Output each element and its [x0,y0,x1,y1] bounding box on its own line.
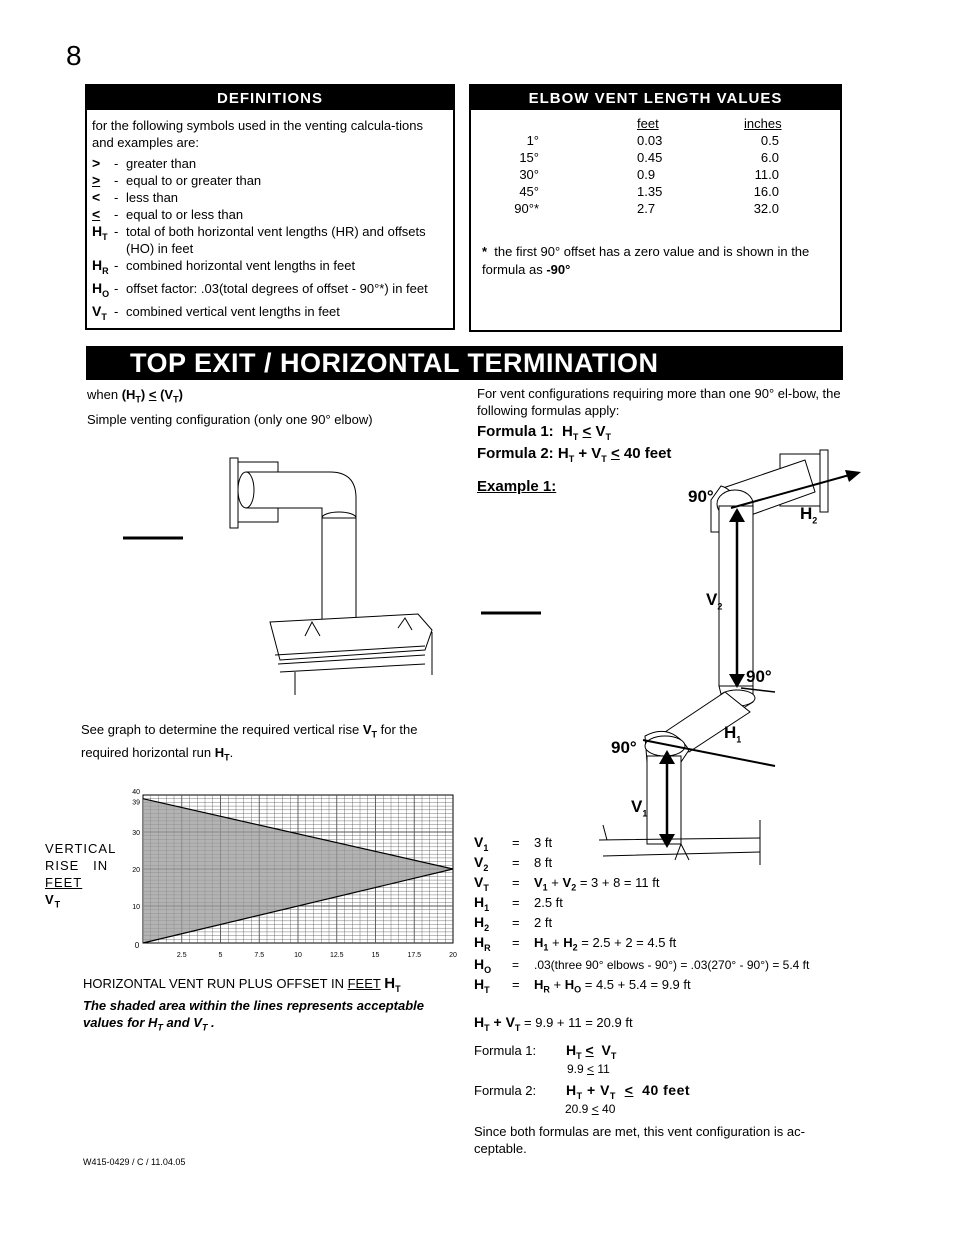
definition-symbol: $H_O$ [92,279,110,299]
chart-y-tick-label: 10 [132,904,140,911]
definition-text: offset factor: .03(total degrees of offset - 90°*) in feet [126,280,428,296]
definition-row [92,189,453,206]
y-axis-label: VERTICAL RISE IN FEET $V_T$ [45,841,116,910]
definition-dash: - [114,156,119,171]
definition-dash: - [114,303,119,319]
page-number: 8 [66,40,82,71]
definition-dash: - [114,258,119,273]
definitions-intro: for the following symbols used in the venting calcula-tions and examples are: [92,118,423,150]
x-axis-label: HORIZONTAL VENT RUN PLUS OFFSET IN FEET $H_T$ [83,975,401,994]
definition-dash: - [114,173,119,188]
elbow-cell-deg: 30° [519,167,539,182]
definitions-box [85,84,455,330]
formula-1-values: 9.9 < 11 [567,1062,610,1076]
elbow-cell-feet: 1.35 [637,184,663,199]
definitions-list [87,155,453,325]
label-v1: $V_1$ [631,797,648,819]
elbow-values-box [469,84,842,332]
simple-config-text: Simple venting configuration (only one 90° elbow) [87,412,373,427]
elbow-cell-deg: 90°* [514,201,539,216]
definition-text: equal to or greater than [126,173,262,188]
chart-x-tick-label: 0 [134,941,140,950]
elbow-cell-inches: 0.5 [760,133,779,148]
elbow-cell-inches: 11.0 [754,167,779,182]
chart-y-tick-label: 40 [132,789,140,796]
elbow-cell-deg: 15° [519,150,539,165]
definitions-title: DEFINITIONS [87,86,453,110]
elbow-cell-feet: 2.7 [637,201,656,216]
definition-symbol: > [92,155,101,171]
chart-x-tick-label: 17.5 [407,952,422,959]
elbow-deg-column [489,132,539,217]
formula-2-expr: $H_T + V_T < 40$ feet [566,1082,691,1101]
section-banner: TOP EXIT / HORIZONTAL TERMINATION [86,346,843,380]
elbow-cell-deg: 1° [526,133,539,148]
definition-row [92,280,453,303]
example-title: Example 1: [477,478,557,495]
chart-x-tick-label: 12.5 [329,952,344,959]
calc-v2: $V_2 = 8$ ft [474,854,553,873]
definition-dash: - [114,207,119,222]
chart-x-tick-label: 7.5 [254,952,265,959]
elbow-inches-column [733,132,779,217]
elbow-cell-feet: 0.45 [637,150,663,165]
label-v2: $V_2$ [706,590,723,612]
definition-symbol: $V_T$ [92,302,107,322]
definition-row [92,172,453,189]
definition-row [92,223,453,257]
definition-symbol: $H_R$ [92,257,109,276]
label-h2: $H_2$ [800,504,818,526]
chart-x-tick-label: 15 [371,952,380,959]
definition-row [92,303,453,326]
chart-x-tick-label: 2.5 [176,952,187,959]
formula-2: Formula 2: $H_T + V_T < 40$ feet [477,445,672,464]
definition-text: greater than [126,156,197,171]
calc-h2: $H_2 = 2$ ft [474,914,553,933]
calc-vt: $V_T = V_1 + V_2 = 3 + 8 = 11$ ft [474,874,660,893]
definition-text: less than [126,190,179,205]
definition-symbol: < [92,189,101,205]
calc-v1: $V_1 = 3$ ft [474,834,553,853]
elbow-note: * the first 90° offset has a zero value and is shown in the formula as -90° [482,244,810,277]
label-90-mid: 90° [746,667,772,686]
formula-2-values: 20.9 < 40 [565,1102,616,1116]
when-condition: when $(H_T) < (V_T)$ [87,387,183,405]
elbow-cell-deg: 45° [519,184,539,199]
calc-ho: $H_O$ = .03(three 90° elbows - 90°) = .03(270° - 90°) = 5.4 ft [474,956,810,975]
document-code: W415-0429 / C / 11.04.05 [83,1157,186,1167]
definition-text: combined vertical vent lengths in feet [126,303,340,319]
definition-text: total of both horizontal vent lengths (HR) and offsets (HO) in feet [126,224,426,256]
chart-y-tick-label: 39 [132,799,140,807]
definition-symbol: $H_T$ [92,223,108,242]
definition-text: equal to or less than [126,207,244,222]
calc-h1: $H_1 = 2.5$ ft [474,894,563,913]
elbow-col-feet: feet [637,116,659,131]
formula-2-label: Formula 2: [474,1083,537,1098]
simple-vent-illustration [120,450,440,700]
elbow-cell-feet: 0.9 [637,167,656,182]
elbow-values-title: ELBOW VENT LENGTH VALUES [471,86,840,110]
definition-dash: - [114,280,119,296]
chart-x-tick-label: 20 [449,952,457,959]
elbow-cell-inches: 32.0 [753,201,779,216]
conclusion-text: Since both formulas are met, this vent configuration is ac-ceptable. [474,1124,805,1156]
definition-text: combined horizontal vent lengths in feet [126,258,356,273]
elbow-col-inches: inches [744,116,782,131]
chart-y-tick-label: 20 [132,867,140,874]
elbow-cell-inches: 6.0 [760,150,779,165]
elbow-feet-column [637,132,662,217]
label-h1: $H_1$ [724,723,742,745]
definition-dash: - [114,190,119,205]
chart-caption: The shaded area within the lines represents acceptable values for $H_T$ and $V_T$ . [83,998,425,1033]
formula-1-label: Formula 1: [474,1043,537,1058]
elbow-cell-feet: 0.03 [637,133,663,148]
definition-symbol: > [92,172,101,188]
definition-symbol: < [92,206,101,222]
chart-x-tick-label: 5 [218,952,223,959]
elbow-cell-inches: 16.0 [753,184,779,199]
definition-row [92,206,453,223]
chart-y-tick-label: 30 [132,830,140,837]
calc-hr: $H_R = H_1 + H_2 = 2.5 + 2 = 4.5$ ft [474,934,677,953]
formula-1-expr: $H_T < V_T$ [566,1042,617,1061]
right-intro: For vent configurations requiring more than one 90° el-bow, the following formulas apply: [477,386,841,418]
see-graph-text: See graph to determine the required vertical rise $V_T$ for the required horizontal run $H_T$. [81,722,418,763]
label-90-low: 90° [611,738,637,757]
calc-ht: $H_T = H_R + H_O = 4.5 + 5.4 = 9.9$ ft [474,976,691,995]
formula-1: Formula 1: $H_T < V_T$ [477,423,611,442]
sum-line: $H_T + V_T = 9.9 + 11 = 20.9$ ft [474,1014,633,1033]
definition-row [92,257,453,280]
vertical-rise-chart [118,785,468,965]
definition-row [92,155,453,172]
definition-dash: - [114,224,119,239]
label-90-top: 90° [688,487,714,506]
chart-x-tick-label: 10 [294,952,302,959]
